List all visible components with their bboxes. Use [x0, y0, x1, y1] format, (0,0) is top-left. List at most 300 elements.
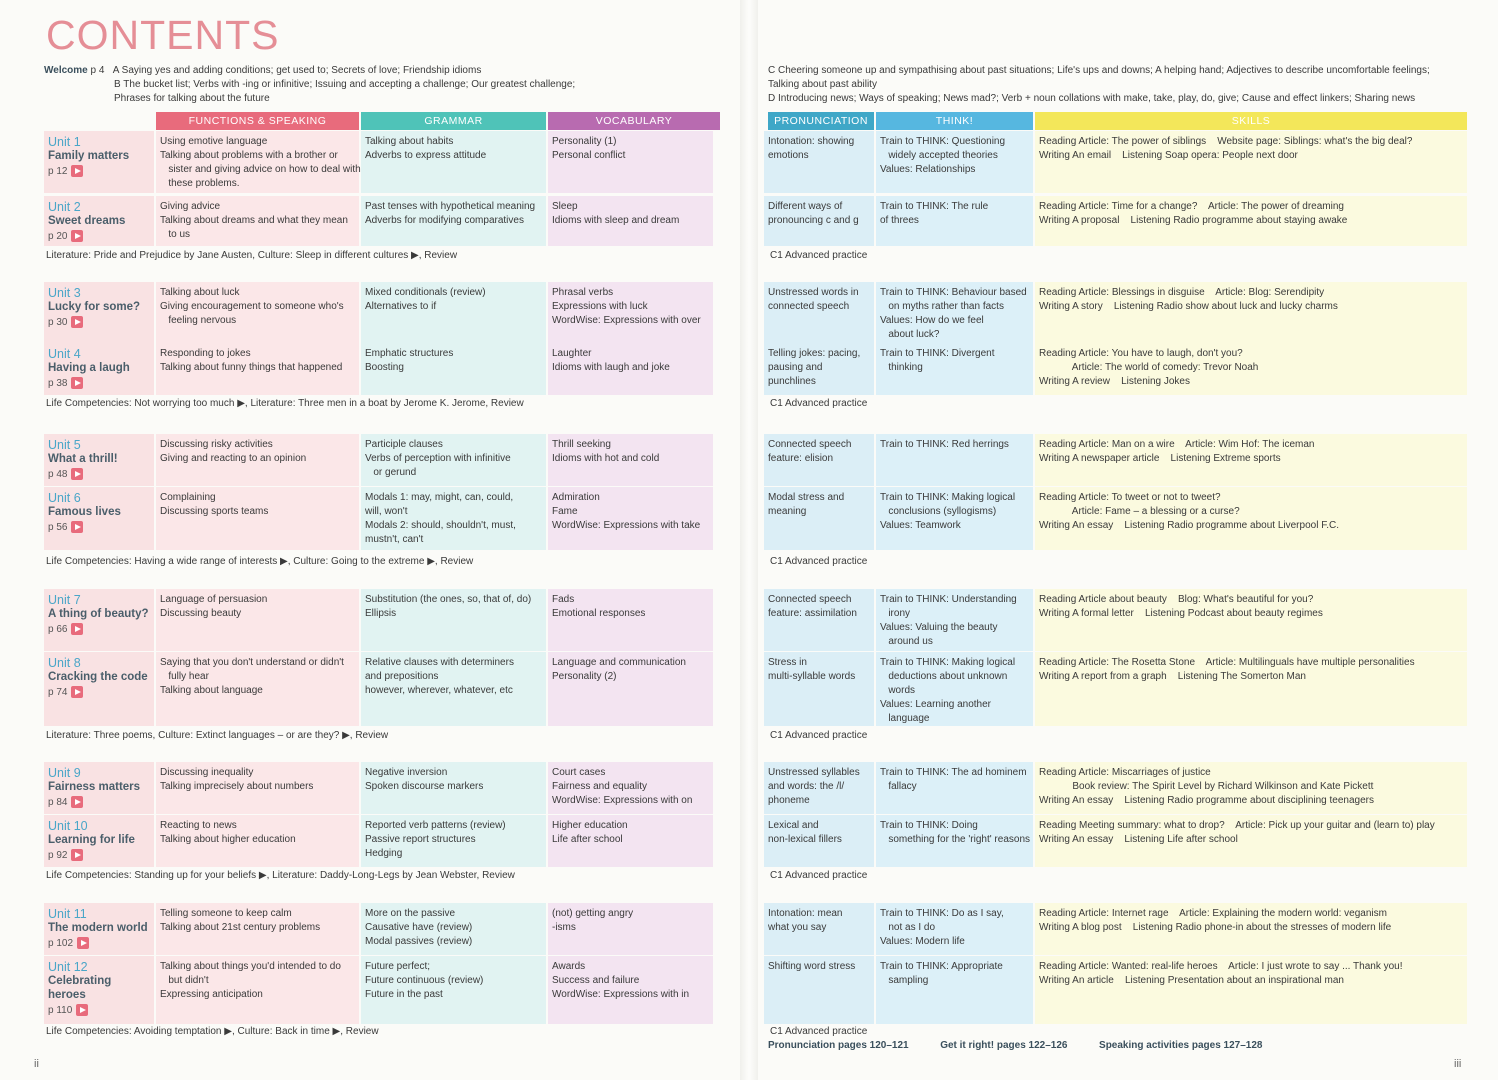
- think-cell-line: conclusions (syllogisms): [880, 506, 997, 517]
- unit-title: Famous lives: [48, 506, 121, 518]
- pronunciation-cell-line: multi-syllable words: [768, 671, 856, 682]
- unit-number: Unit 6: [48, 491, 81, 505]
- vocabulary-cell-line: Idioms with laugh and joke: [552, 362, 670, 373]
- unit-title: A thing of beauty?: [48, 608, 149, 620]
- grammar-cell: [361, 652, 546, 726]
- pronunciation-cell-line: Connected speech: [768, 594, 852, 605]
- skills-cell-line: Reading Article: Man on a wire Article: Wim Hof: The iceman: [1039, 439, 1315, 450]
- unit-page: p 56: [48, 522, 68, 533]
- grammar-cell: [361, 815, 546, 867]
- functions-speaking-cell-line: to us: [160, 229, 191, 240]
- pronunciation-cell-line: connected speech: [768, 301, 850, 312]
- think-cell-line: thinking: [880, 362, 923, 373]
- unit-title: Having a laugh: [48, 362, 130, 374]
- play-icon[interactable]: [71, 165, 83, 177]
- pronunciation-cell-line: Lexical and: [768, 820, 819, 831]
- think-cell-line: around us: [880, 636, 933, 647]
- unit-page: p 92: [48, 850, 68, 861]
- welcome-d: D Introducing news; Ways of speaking; News mad?; Verb + noun collations with make, take, play, do, give; Cause and effect linkers; Sharing news: [768, 93, 1416, 104]
- pronunciation-cell: [764, 652, 874, 726]
- unit-title: Cracking the code: [48, 671, 148, 683]
- grammar-cell-line: Boosting: [365, 362, 404, 373]
- pronunciation-cell-line: and words: the /l/: [768, 781, 845, 792]
- pronunciation-cell-line: punchlines: [768, 376, 816, 387]
- skills-cell-line: Writing An essay Listening Radio programme about disciplining teenagers: [1039, 795, 1374, 806]
- advanced-practice[interactable]: C1 Advanced practice: [770, 1026, 868, 1037]
- unit-number: Unit 1: [48, 135, 81, 149]
- vocabulary-cell-line: Court cases: [552, 767, 606, 778]
- footer-speaking[interactable]: Speaking activities pages 127–128: [1099, 1040, 1263, 1051]
- vocabulary-cell-line: Higher education: [552, 820, 628, 831]
- grammar-cell: [361, 762, 546, 814]
- think-cell: [876, 131, 1033, 193]
- pronunciation-cell: [764, 131, 874, 193]
- pronunciation-cell: [764, 815, 874, 867]
- think-cell: [876, 434, 1033, 486]
- advanced-practice[interactable]: C1 Advanced practice: [770, 730, 868, 741]
- unit-number: Unit 9: [48, 766, 81, 780]
- pronunciation-cell: [764, 487, 874, 550]
- play-icon[interactable]: [71, 521, 83, 533]
- functions-speaking-cell-line: Discussing risky activities: [160, 439, 273, 450]
- unit-title: Sweet dreams: [48, 215, 126, 227]
- vocabulary-cell-line: WordWise: Expressions with in: [552, 989, 690, 1000]
- think-cell-line: words: [880, 685, 916, 696]
- vocabulary-cell: [548, 589, 713, 651]
- welcome-b: B The bucket list; Verbs with -ing or infinitive; Issuing and accepting a challenge; Our greatest challenge;: [114, 79, 576, 90]
- functions-speaking-cell-line: Talking about 21st century problems: [160, 922, 321, 933]
- think-cell-line: Train to THINK: Behaviour based: [880, 287, 1027, 298]
- vocabulary-cell: [548, 903, 713, 955]
- unit-cell[interactable]: [44, 903, 154, 955]
- right-page: [758, 0, 1498, 1080]
- functions-speaking-cell-line: Talking about luck: [160, 287, 240, 298]
- vocabulary-cell: [548, 652, 713, 726]
- pronunciation-cell: [764, 903, 874, 955]
- think-cell-line: Values: Teamwork: [880, 520, 961, 531]
- vocabulary-cell: [548, 956, 713, 1024]
- vocabulary-cell: [548, 762, 713, 814]
- grammar-cell-line: however, wherever, whatever, etc: [365, 685, 513, 696]
- think-cell-line: not as I do: [880, 922, 936, 933]
- play-icon[interactable]: [71, 686, 83, 698]
- think-cell-line: Values: Valuing the beauty: [880, 622, 998, 633]
- skills-cell-line: Reading Article: The Rosetta Stone Article: Multilinguals have multiple personalities: [1039, 657, 1415, 668]
- unit-cell[interactable]: [44, 343, 154, 395]
- skills-cell: [1035, 343, 1467, 395]
- functions-speaking-cell-line: Language of persuasion: [160, 594, 268, 605]
- skills-cell: [1035, 196, 1467, 246]
- pronunciation-cell-line: Unstressed syllables: [768, 767, 860, 778]
- grammar-cell-line: More on the passive: [365, 908, 456, 919]
- think-cell-line: Values: Relationships: [880, 164, 976, 175]
- pronunciation-cell-line: Telling jokes: pacing,: [768, 348, 861, 359]
- vocabulary-cell: [548, 815, 713, 867]
- think-cell-line: language: [880, 713, 930, 724]
- unit-title: Learning for life: [48, 834, 135, 846]
- skills-cell-line: Writing A proposal Listening Radio programme about staying awake: [1039, 215, 1348, 226]
- vocabulary-cell-line: WordWise: Expressions with take: [552, 520, 701, 531]
- think-cell: [876, 762, 1033, 814]
- play-icon[interactable]: [77, 937, 89, 949]
- functions-speaking-cell-line: Talking about funny things that happened: [160, 362, 343, 373]
- play-icon[interactable]: [71, 230, 83, 242]
- skills-cell-line: Writing A story Listening Radio show about luck and lucky charms: [1039, 301, 1338, 312]
- think-cell-line: Values: Learning another: [880, 699, 992, 710]
- skills-cell: [1035, 589, 1467, 651]
- unit-title: Lucky for some?: [48, 301, 141, 313]
- pronunciation-cell: [764, 343, 874, 395]
- functions-speaking-cell: [156, 762, 359, 814]
- skills-cell-line: Reading Article: To tweet or not to tweet?: [1039, 492, 1221, 503]
- vocabulary-cell-line: Personality (1): [552, 136, 617, 147]
- functions-speaking-cell-line: Reacting to news: [160, 820, 237, 831]
- skills-cell: [1035, 815, 1467, 867]
- vocabulary-cell-line: Personal conflict: [552, 150, 626, 161]
- grammar-cell-line: Modal passives (review): [365, 936, 473, 947]
- think-cell-line: Train to THINK: Questioning: [880, 136, 1006, 147]
- unit-page: p 110: [48, 1005, 73, 1016]
- unit-page: p 48: [48, 469, 68, 480]
- pronunciation-cell-line: phoneme: [768, 795, 810, 806]
- header-grammar: GRAMMAR: [361, 112, 546, 130]
- pronunciation-cell-line: Unstressed words in: [768, 287, 859, 298]
- functions-speaking-cell: [156, 434, 359, 486]
- play-icon[interactable]: [71, 377, 83, 389]
- grammar-cell-line: Spoken discourse markers: [365, 781, 484, 792]
- think-cell-line: fallacy: [880, 781, 917, 792]
- unit-cell[interactable]: [44, 652, 154, 726]
- vocabulary-cell-line: Sleep: [552, 201, 578, 212]
- header-functions-speaking: FUNCTIONS & SPEAKING: [156, 112, 359, 130]
- skills-cell-line: Writing A newspaper article Listening Extreme sports: [1039, 453, 1281, 464]
- functions-speaking-cell: [156, 956, 359, 1024]
- skills-cell: [1035, 487, 1467, 550]
- functions-speaking-cell-line: but didn't: [160, 975, 209, 986]
- vocabulary-cell-line: (not) getting angry: [552, 908, 634, 919]
- vocabulary-cell: [548, 434, 713, 486]
- grammar-cell: [361, 196, 546, 246]
- think-cell: [876, 487, 1033, 550]
- think-cell-line: Train to THINK: Understanding: [880, 594, 1017, 605]
- pronunciation-cell-line: meaning: [768, 506, 807, 517]
- functions-speaking-cell: [156, 903, 359, 955]
- functions-speaking-cell-line: Talking about things you'd intended to do: [160, 961, 341, 972]
- think-cell-line: about luck?: [880, 329, 940, 340]
- unit-number: Unit 12: [48, 960, 88, 974]
- unit-cell[interactable]: [44, 815, 154, 867]
- play-icon[interactable]: [71, 468, 83, 480]
- advanced-practice[interactable]: C1 Advanced practice: [770, 556, 868, 567]
- header-pronunciation: PRONUNCIATION: [768, 112, 874, 130]
- grammar-cell: [361, 903, 546, 955]
- unit-number: Unit 10: [48, 819, 88, 833]
- play-icon[interactable]: [71, 623, 83, 635]
- vocabulary-cell-line: Fame: [552, 506, 578, 517]
- pronunciation-cell-line: what you say: [768, 922, 827, 933]
- think-cell-line: on myths rather than facts: [880, 301, 1004, 312]
- unit-page: p 102: [48, 938, 74, 949]
- review-line[interactable]: Life Competencies: Avoiding temptation ▶, Culture: Back in time ▶, Review: [46, 1026, 379, 1037]
- grammar-cell-line: Future perfect;: [365, 961, 431, 972]
- unit-title: Fairness matters: [48, 781, 141, 793]
- vocabulary-cell-line: Idioms with sleep and dream: [552, 215, 680, 226]
- welcome-b2: Phrases for talking about the future: [114, 93, 270, 104]
- unit-cell[interactable]: [44, 282, 154, 344]
- page-title: CONTENTS: [46, 12, 280, 58]
- think-cell-line: Train to THINK: Do as I say,: [880, 908, 1004, 919]
- functions-speaking-cell: [156, 589, 359, 651]
- skills-cell-line: Reading Article: You have to laugh, don't you?: [1039, 348, 1243, 359]
- functions-speaking-cell-line: feeling nervous: [160, 315, 237, 326]
- play-icon[interactable]: [76, 1004, 88, 1016]
- unit-cell[interactable]: [44, 434, 154, 486]
- skills-cell-line: Reading Article: Internet rage Article: Explaining the modern world: veganism: [1039, 908, 1387, 919]
- skills-cell-line: Reading Article about beauty Blog: What's beautiful for you?: [1039, 594, 1314, 605]
- skills-cell-line: Writing An essay Listening Life after school: [1039, 834, 1238, 845]
- pronunciation-cell-line: Intonation: showing: [768, 136, 855, 147]
- think-cell-line: Train to THINK: Appropriate: [880, 961, 1003, 972]
- think-cell-line: deductions about unknown: [880, 671, 1008, 682]
- vocabulary-cell-line: Personality (2): [552, 671, 617, 682]
- skills-cell: [1035, 131, 1467, 193]
- functions-speaking-cell-line: Saying that you don't understand or didn't: [160, 657, 344, 668]
- unit-number: Unit 5: [48, 438, 81, 452]
- advanced-practice[interactable]: C1 Advanced practice: [770, 398, 868, 409]
- pronunciation-cell-line: Intonation: mean: [768, 908, 843, 919]
- welcome-label: Welcome: [44, 65, 88, 76]
- vocabulary-cell-line: Admiration: [552, 492, 600, 503]
- grammar-cell-line: Negative inversion: [365, 767, 448, 778]
- footer-get-it-right[interactable]: Get it right! pages 122–126: [940, 1040, 1068, 1051]
- skills-cell-line: Writing A formal letter Listening Podcast about beauty regimes: [1039, 608, 1323, 619]
- vocabulary-cell: [548, 131, 713, 193]
- unit-number: Unit 3: [48, 286, 81, 300]
- unit-page: p 30: [48, 317, 68, 328]
- grammar-cell-line: Talking about habits: [365, 136, 454, 147]
- think-cell: [876, 815, 1033, 867]
- grammar-cell-line: Emphatic structures: [365, 348, 454, 359]
- unit-cell[interactable]: [44, 196, 154, 246]
- think-cell-line: Values: Modern life: [880, 936, 965, 947]
- grammar-cell-line: Ellipsis: [365, 608, 397, 619]
- unit-number: Unit 11: [48, 907, 87, 921]
- vocabulary-cell-line: Success and failure: [552, 975, 640, 986]
- functions-speaking-cell-line: Talking about language: [160, 685, 263, 696]
- think-cell: [876, 589, 1033, 651]
- review-line[interactable]: Life Competencies: Not worrying too much ▶, Literature: Three men in a boat by Jerome K. Jerome, Review: [46, 398, 524, 409]
- functions-speaking-cell-line: Talking about higher education: [160, 834, 296, 845]
- pronunciation-cell-line: non-lexical fillers: [768, 834, 842, 845]
- think-cell: [876, 282, 1033, 344]
- functions-speaking-cell-line: Discussing sports teams: [160, 506, 269, 517]
- grammar-cell: [361, 956, 546, 1024]
- vocabulary-cell-line: Laughter: [552, 348, 592, 359]
- review-line[interactable]: Literature: Three poems, Culture: Extinct languages – or are they? ▶, Review: [46, 730, 389, 741]
- think-cell: [876, 903, 1033, 955]
- skills-cell-line: Reading Article: Time for a change? Article: The power of dreaming: [1039, 201, 1344, 212]
- header-skills: SKILLS: [1035, 112, 1467, 130]
- think-cell-line: sampling: [880, 975, 929, 986]
- welcome-page: p 4: [90, 65, 105, 76]
- skills-cell-line: Writing A report from a graph Listening The Somerton Man: [1039, 671, 1306, 682]
- unit-cell[interactable]: [44, 487, 154, 550]
- header-think: THINK!: [876, 112, 1033, 130]
- grammar-cell: [361, 131, 546, 193]
- functions-speaking-cell-line: Discussing beauty: [160, 608, 242, 619]
- vocabulary-cell-line: Phrasal verbs: [552, 287, 614, 298]
- grammar-cell-line: Modals 2: should, shouldn't, must,: [365, 520, 516, 531]
- functions-speaking-cell-line: Talking about problems with a brother or: [160, 150, 338, 161]
- vocabulary-cell: [548, 343, 713, 395]
- functions-speaking-cell-line: Giving encouragement to someone who's: [160, 301, 344, 312]
- pronunciation-cell-line: pronouncing c and g: [768, 215, 859, 226]
- play-icon[interactable]: [71, 796, 83, 808]
- vocabulary-cell-line: Expressions with luck: [552, 301, 648, 312]
- pronunciation-cell: [764, 762, 874, 814]
- unit-cell[interactable]: [44, 956, 154, 1024]
- grammar-cell-line: Relative clauses with determiners: [365, 657, 514, 668]
- functions-speaking-cell-line: Expressing anticipation: [160, 989, 263, 1000]
- left-page-number: ii: [34, 1058, 39, 1070]
- unit-page: p 20: [48, 231, 68, 242]
- grammar-cell: [361, 282, 546, 344]
- vocabulary-cell-line: Idioms with hot and cold: [552, 453, 660, 464]
- unit-cell[interactable]: [44, 131, 154, 193]
- welcome-c2: Talking about past ability: [768, 79, 877, 90]
- functions-speaking-cell: [156, 652, 359, 726]
- review-line[interactable]: Life Competencies: Standing up for your beliefs ▶, Literature: Daddy-Long-Legs by Jean Webster, Review: [46, 870, 515, 881]
- unit-page: p 66: [48, 624, 68, 635]
- functions-speaking-cell-line: Responding to jokes: [160, 348, 251, 359]
- unit-title: What a thrill!: [48, 453, 118, 465]
- advanced-practice[interactable]: C1 Advanced practice: [770, 250, 868, 261]
- functions-speaking-cell: [156, 343, 359, 395]
- grammar-cell-line: Verbs of perception with infinitive: [365, 453, 511, 464]
- grammar-cell-line: and prepositions: [365, 671, 439, 682]
- unit-page: p 12: [48, 166, 68, 177]
- functions-speaking-cell-line: fully hear: [160, 671, 209, 682]
- vocabulary-cell: [548, 282, 713, 344]
- grammar-cell-line: or gerund: [365, 467, 417, 478]
- footer-pronunciation[interactable]: Pronunciation pages 120–121: [768, 1040, 909, 1051]
- skills-cell-line: Article: The world of comedy: Trevor Noah: [1039, 362, 1259, 373]
- grammar-cell-line: Past tenses with hypothetical meaning: [365, 201, 536, 212]
- footer-links: [768, 1040, 1262, 1051]
- functions-speaking-cell-line: Giving and reacting to an opinion: [160, 453, 307, 464]
- functions-speaking-cell: [156, 487, 359, 550]
- think-cell: [876, 343, 1033, 395]
- unit-number: Unit 2: [48, 200, 81, 214]
- pronunciation-cell: [764, 196, 874, 246]
- play-icon[interactable]: [71, 849, 83, 861]
- functions-speaking-cell: [156, 815, 359, 867]
- pronunciation-cell-line: pausing and: [768, 362, 823, 373]
- pronunciation-cell: [764, 434, 874, 486]
- unit-number: Unit 7: [48, 593, 81, 607]
- pronunciation-cell-line: Different ways of: [768, 201, 843, 212]
- skills-cell-line: Reading Article: The power of siblings Website page: Siblings: what's the big deal?: [1039, 136, 1413, 147]
- grammar-cell-line: Participle clauses: [365, 439, 443, 450]
- pronunciation-cell-line: Connected speech: [768, 439, 852, 450]
- functions-speaking-cell: [156, 282, 359, 344]
- vocabulary-cell-line: Thrill seeking: [552, 439, 611, 450]
- think-cell: [876, 196, 1033, 246]
- page-gutter: [740, 0, 758, 1080]
- grammar-cell-line: mustn't, can't: [365, 534, 424, 545]
- think-cell-line: Train to THINK: Making logical: [880, 657, 1016, 668]
- review-line[interactable]: Literature: Pride and Prejudice by Jane Austen, Culture: Sleep in different cultures ▶, Review: [46, 250, 458, 261]
- right-page-number: iii: [1454, 1058, 1462, 1070]
- skills-cell-line: Reading Article: Wanted: real-life heroes Article: I just wrote to say ... Thank you!: [1039, 961, 1403, 972]
- grammar-cell-line: Substitution (the ones, so, that of, do): [365, 594, 532, 605]
- skills-cell-line: Writing An essay Listening Radio programme about Liverpool F.C.: [1039, 520, 1339, 531]
- pronunciation-cell-line: emotions: [768, 150, 809, 161]
- welcome-a: A Saying yes and adding conditions; get used to; Secrets of love; Friendship idioms: [112, 65, 482, 76]
- skills-cell: [1035, 762, 1467, 814]
- pronunciation-cell-line: Shifting word stress: [768, 961, 856, 972]
- welcome-block: [44, 64, 644, 106]
- vocabulary-cell-line: Fads: [552, 594, 575, 605]
- skills-cell-line: Writing A blog post Listening Radio phone-in about the stresses of modern life: [1039, 922, 1392, 933]
- functions-speaking-cell-line: sister and giving advice on how to deal with: [160, 164, 361, 175]
- vocabulary-cell-line: -isms: [552, 922, 576, 933]
- skills-cell-line: Writing An article Listening Presentation about an inspirational man: [1039, 975, 1344, 986]
- think-cell-line: Train to THINK: Doing: [880, 820, 978, 831]
- vocabulary-cell-line: WordWise: Expressions with over: [552, 315, 701, 326]
- think-cell-line: something for the 'right' reasons: [880, 834, 1031, 845]
- unit-page: p 74: [48, 687, 68, 698]
- grammar-cell-line: will, won't: [365, 506, 408, 517]
- functions-speaking-cell-line: Discussing inequality: [160, 767, 254, 778]
- think-cell-line: Values: How do we feel: [880, 315, 984, 326]
- think-cell-line: Train to THINK: Making logical: [880, 492, 1016, 503]
- welcome-right-block: [768, 64, 1448, 106]
- think-cell-line: Train to THINK: The ad hominem: [880, 767, 1027, 778]
- skills-cell: [1035, 652, 1467, 726]
- unit-cell[interactable]: [44, 762, 154, 814]
- vocabulary-cell-line: Fairness and equality: [552, 781, 648, 792]
- welcome-c: C Cheering someone up and sympathising about past situations; Life's ups and downs; A helping hand; Adjectives to describe uncomfortable feelings;: [768, 65, 1430, 76]
- advanced-practice[interactable]: C1 Advanced practice: [770, 870, 868, 881]
- functions-speaking-cell-line: these problems.: [160, 178, 240, 189]
- think-cell-line: Train to THINK: Red herrings: [880, 439, 1009, 450]
- unit-page: p 84: [48, 797, 68, 808]
- pronunciation-cell-line: feature: elision: [768, 453, 834, 464]
- vocabulary-cell-line: WordWise: Expressions with on: [552, 795, 693, 806]
- grammar-cell-line: Passive report structures: [365, 834, 476, 845]
- unit-cell[interactable]: [44, 589, 154, 651]
- play-icon[interactable]: [71, 316, 83, 328]
- pronunciation-cell-line: feature: assimilation: [768, 608, 857, 619]
- vocabulary-cell-line: Life after school: [552, 834, 623, 845]
- left-page: [0, 0, 740, 1080]
- skills-cell-line: Reading Meeting summary: what to drop? Article: Pick up your guitar and (learn to) play: [1039, 820, 1435, 831]
- vocabulary-cell-line: Language and communication: [552, 657, 686, 668]
- unit-title: Celebrating heroes: [48, 975, 112, 1001]
- pronunciation-cell-line: Modal stress and: [768, 492, 845, 503]
- grammar-cell-line: Adverbs for modifying comparatives: [365, 215, 524, 226]
- unit-title: The modern world: [48, 922, 148, 934]
- grammar-cell-line: Future in the past: [365, 989, 443, 1000]
- pronunciation-cell: [764, 956, 874, 1024]
- vocabulary-cell-line: Emotional responses: [552, 608, 646, 619]
- skills-cell-line: Reading Article: Blessings in disguise Article: Blog: Serendipity: [1039, 287, 1325, 298]
- think-cell-line: Train to THINK: The rule: [880, 201, 989, 212]
- skills-cell-line: Article: Fame – a blessing or a curse?: [1039, 506, 1240, 517]
- skills-cell-line: Writing A review Listening Jokes: [1039, 376, 1190, 387]
- review-line[interactable]: Life Competencies: Having a wide range of interests ▶, Culture: Going to the extreme ▶, Review: [46, 556, 474, 567]
